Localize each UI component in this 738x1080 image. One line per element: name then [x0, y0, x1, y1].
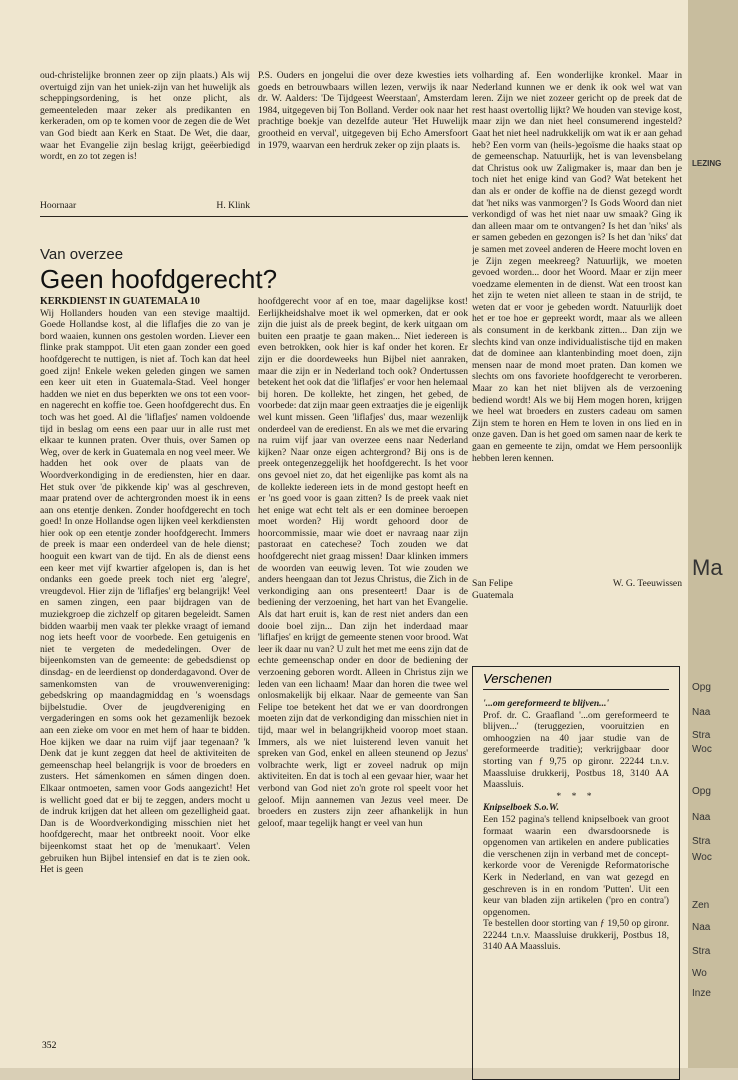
- book-text-2: Een 152 pagina's tellend knipselboek van groot formaat waarin een dwarsdoorsnede is opgenomen van artikelen en andere publicaties die verschenen zijn in verband met de concept-kerkorde voor de Verenigde Reformatorische Kerk in Nederland, en van wat gezegd en geschreven is in en rondom 'Putten'. Uit een keur van bladen zijn artikelen ('pro en contra') opgenomen.: [483, 813, 669, 918]
- separator-stars: * * *: [556, 790, 596, 802]
- edge-ma: Ma: [692, 555, 723, 580]
- article-column-2: [258, 296, 468, 1036]
- article-sign-country: Guatemala: [472, 589, 514, 601]
- edge-form-label: Inze: [692, 988, 711, 999]
- edge-form-label: Wo: [692, 968, 707, 979]
- top-signature: [40, 200, 250, 212]
- top-column-2: [258, 70, 468, 151]
- edge-form-label: Opg: [692, 682, 711, 693]
- edge-lezing: LEZING: [692, 159, 722, 168]
- edge-form-label: Woc: [692, 744, 712, 755]
- edge-form-label: Opg: [692, 786, 711, 797]
- edge-form-label: Stra: [692, 836, 711, 847]
- article-sign-place: San Felipe: [472, 578, 513, 589]
- signature-place: Hoornaar: [40, 200, 77, 211]
- box-title: Verschenen: [483, 671, 669, 690]
- article-sign-name: W. G. Teeuwissen: [612, 578, 682, 589]
- edge-form-label: Stra: [692, 946, 711, 957]
- edge-form-label: Naa: [692, 707, 711, 718]
- section-label: Van overzee: [40, 246, 124, 263]
- top-text-1: oud-christelijke bronnen zeer op zijn plaats.) Als wij overtuigd zijn van het uniek-zijn van het huwelijk als scheppingsordening, is het onze plicht, als gemeenteleden maar zeker als predikanten en kerkeraden, om op te komen voor de zegen die de Wet van God biedt aan Kerk en Staat. De Wet, die daar, waar het Evangelie zijn beslag krijgt, geëerbiedigd wordt, en zo tot zegen is!: [40, 70, 250, 163]
- page-number: 352: [42, 1040, 57, 1051]
- box-content: [483, 698, 669, 953]
- book-text-1: Prof. dr. C. Graafland '...om gereformeerd te blijven...' (teruggezien, vooruitzien en omhoogzien na 40 jaar studie van de gereformeerde traditie); verkrijgbaar door storting van ƒ 9,75 op gironr. 22244 t.n.v. Maassluise drukkerij, Postbus 18, 3140 AA Maassluis.: [483, 709, 669, 791]
- edge-form-label: Naa: [692, 812, 711, 823]
- verschenen-box: [472, 666, 680, 1080]
- adjacent-page-edge: [688, 0, 738, 1068]
- article-text-3: volharding af. Een wonderlijke kronkel. Maar in Nederland kunnen we er denk ik ook wel wat van leren. Zijn we niet zozeer gericht op de preek dat de rest haast overtollig lijkt? We houden van stevige kost, maar zijn we dan niet heel consumerend ingesteld? Gaat het niet heel nadrukkelijk om wat ik er aan gehad heb? Een vorm van (heils-)egoïsme die haaks staat op de gemeenschap. Natuurlijk, het is van levensbelang dat Christus ook uw Zaligmaker is, maar dan ben je toch niet het enige kind van God? Wat betekent het dan als er onder de koffie na de dienst gezegd wordt dat 'het niks was vanmorgen'? Is Gods Woord dan niet verkondigd of was het niet naar uw smaak? Ging ik dan alleen maar om te ontvangen? Is het dan 'niks' als er samen gebeden en gezongen is? Is het dan 'niks' dat je samen met zoveel anderen de Heere mocht loven en je Zijn zegen meekreeg? Natuurlijk, we moeten gevoed worden... door het Woord. Maar er zijn meer voedzame elementen in de dienst. Wat een troost kan het zijn te weten niet alleen te staan in de strijd, te weten dat er voor je gebeden wordt. Natuurlijk doet het er toe hoe er gepreekt wordt, maar als we alleen als consument in de kerkbank zitten... Dan zijn we slechts kind van onze individualistische tijd en maken dat de dominee aan klantenbinding moet doen, zijn mensen naar de mond moet praten. Dan komen we slechts om ons favoriete hoofdgerecht te verorberen. Maar zo kan het niet blijven als de verzoening bediend wordt! Als we bij Hem mogen horen, krijgen we heel wat broeders en zusters cadeau om samen Zijn stem te horen en Hem te loven in ons lied en in onze gaven. Dan is het goed om samen naar de kerk te gaan en gemeente te zijn, omdat we Hem persoonlijk hebben leren kennen.: [472, 70, 682, 464]
- book-title-1: '...om gereformeerd te blijven...': [483, 698, 610, 709]
- article-text-2: hoofdgerecht voor af en toe, maar dagelijkse kost! Eerlijkheidshalve moet ik wel opmerken, dat er ook zijn die juist als de preek begint, de kerk uitgaan om buiten een praatje te gaan maken... Niet iedereen is even betrokken, ook hier is kaf onder het koren. Er zijn er die doordeweeks hun Bijbel niet aanraken, maar die zijn er in Nederland toch ook? Ondertussen betekent het ook dat die 'liflafjes' er voor hen helemaal bij horen. De kollekte, het zingen, het gebed, de voorbede: dat zijn maar geen extraatjes die je eigenlijk wel kunt missen. Geen 'liflafjes' dus, maar wezenlijk onderdeel van de eredienst. En als we met die ervaring na ruim vijf jaar van overzee eens naar Nederland kijken? Naar onze eigen achtergrond? Bij ons is de preek ontegenzeggelijk het hoofdgerecht. Is het voor ons gevoel niet zo, dat het eigenlijke pas komt als na de kollekte iedereen iets in de mond gestopt heeft en er 'ns goed voor is gaan zitten? Is de preek vaak niet het enige wat echt telt als er een dominee beroepen moet worden? Hij wordt gehoord door de hoorcommissie, maar wie doet er navraag naar zijn pastoraat en catechese? Toch zouden we dat hoofdgerecht niet graag missen! Daar klinken immers de woorden van eeuwig leven. Tot wie zouden we anders heengaan dan tot Jezus Christus, die Zich in de verkondiging aan ons presenteert! Daar is de bediening der verzoening, het hart van het Evangelie. Als dat hart eruit is, kan de rest niet anders dan een dooie boel zijn... Dan zijn het inderdaad maar 'liflafjes' en krijgt de gemeente stenen voor brood. Wat leer ik daar nu van? U zult het met me eens zijn dat de echte gemeenschap onder en door de bediening der verzoening geboren wordt. Alleen in Christus zijn we leden van een lichaam! Maar dan horen die twee wel onlosmakelijk bij elkaar. Naar de gemeente van San Felipe toe betekent het dat we er van doordrongen moeten zijn dat de verkondiging dan misschien niet in tijd, maar wel in belangrijkheid voorop moet staan. Immers, als we niet luisterend leven vanuit het spreken van God, enkel en alleen steunend op Jezus' volbrachte werk, ligt er zoveel nadruk op mijn aktiviteiten. En dat is toch al een gevaar hier, waar het verbond van God niet zo'n grote rol speelt voor het geloof. Mijn aannemen van Jezus veel meer. De broeders en zusters zijn zeer afhankelijk in hun geloof, maar tegelijk hangt er veel van hun: [258, 296, 468, 829]
- article-subhead: KERKDIENST IN GUATEMALA 10: [40, 296, 200, 307]
- top-column-1: [40, 70, 250, 163]
- article-text-1: Wij Hollanders houden van een stevige maaltijd. Goede Hollandse kost, al die liflafjes die zo van je bord waaien, kunnen ons gestolen worden. Liever een flinke prak stamppot. Uit eten gaan zonder een goed hoofdgerecht te nuttigen, is niet af. Toch kan dat heel goed zijn! Enkele weken geleden gingen we samen een keer uit eten in Guatemala-Stad. Veel honger hadden we niet en dus beperkten we ons tot een voor- en nagerecht en koffie toe. Geen hoofdgerecht dus. En toch was het goed. Al die 'liflafjes' namen voldoende tijd in beslag om eens een paar uur in alle rust met elkaar te kunnen praten. Over thuis, over Samen op Weg, over de kerk in Guatemala en nog veel meer. We hadden het ook over de plaats van de Woordverkondiging in de erediensten, hier en daar. Het stuk over 'de pikkende kip' was al geschreven, maar pratend over de achtergronden moest ik in eens aan ons etentje denken. Zonder hoofdgerecht en toch goed! In onze Hollandse ogen lijken veel kerkdiensten hier ook op een etentje zonder hoofdgerecht. Immers de preek is maar een onderdeel van de hele dienst; hooguit een kwart van de tijd. En als de dienst eens een keer met vijf kwartier afgelopen is, dan is het ondanks een goede preek toch niet erg 'alegre', vreugdevol. Hier zijn de 'liflafjes' erg belangrijk! Veel en samen zingen, een paar bijdragen van de muziekgroep die zichzelf op gitaren begeleidt. Samen bidden waarbij men vaak ter plekke vraagt of iemand nog iets heeft voor de voorbede. Een getuigenis en niet te vergeten de mededelingen. Over de bijeenkomsten van de gemeente: de gebedsdienst op dinsdag- en de leerdienst op donderdagavond. Over de samenkomsten van de vrouwenvereniging: gebedskring op maandagmiddag en 's woensdags bijbelstudie. Over de jeugdvereniging en vergaderingen en soms ook het gezamenlijk bezoek aan een zieke om voor en met hem of haar te bidden. Hoe kijken we daar na ruim vijf jaar tegenaan? 'k Denk dat je kunt zeggen dat heel de aktiviteiten de gemeenschap heel belangrijk is voor de broeders en zusters. Het sámenkomen en sámen dingen doen. Elkaar ontmoeten, samen voor Gods aangezicht! Het is wellicht goed dat er bij te zeggen, anders mocht u de indruk krijgen dat het alleen om gezelligheid gaat. Dan is de Woordverkondiging misschien niet het hoofdgerecht, maar het ontbreekt nooit. Voor elke bijeenkomst staat het op de 'menukaart'. Velen gebruiken hun Bijbel intensief en dat is te zien ook. Het is geen: [40, 307, 250, 876]
- signature-name: H. Klink: [216, 200, 250, 211]
- edge-form-label: Zen: [692, 900, 710, 911]
- edge-form-label: Stra: [692, 730, 711, 741]
- edge-form-label: Woc: [692, 852, 712, 863]
- top-divider: [40, 216, 468, 217]
- article-headline: Geen hoofdgerecht?: [40, 264, 278, 294]
- book-order-2: Te bestellen door storting van ƒ 19,50 op gironr. 22244 t.n.v. Maassluise drukkerij, Postbus 18, 3140 AA Maassluis.: [483, 918, 669, 953]
- edge-form-label: Naa: [692, 922, 711, 933]
- top-text-2: P.S. Ouders en jongelui die over deze kwesties iets goeds en betrouwbaars willen lezen, verwijs ik naar dr. W. Aalders: 'De Tijdgeest Weerstaan', Amsterdam 1984, uitgegeven bij Ton Bolland. Verder ook naar het prachtige boekje van dezelfde auteur 'Het Huwelijk grootheid en verval', uitgegeven bij Echo Amersfoort in 1979, waarvan een herdruk zeker op zijn plaats is.: [258, 70, 468, 151]
- article-column-1: [40, 296, 250, 1036]
- article-column-3: [472, 70, 682, 578]
- book-title-2: Knipselboek S.o.W.: [483, 802, 560, 814]
- article-signature: [472, 578, 682, 601]
